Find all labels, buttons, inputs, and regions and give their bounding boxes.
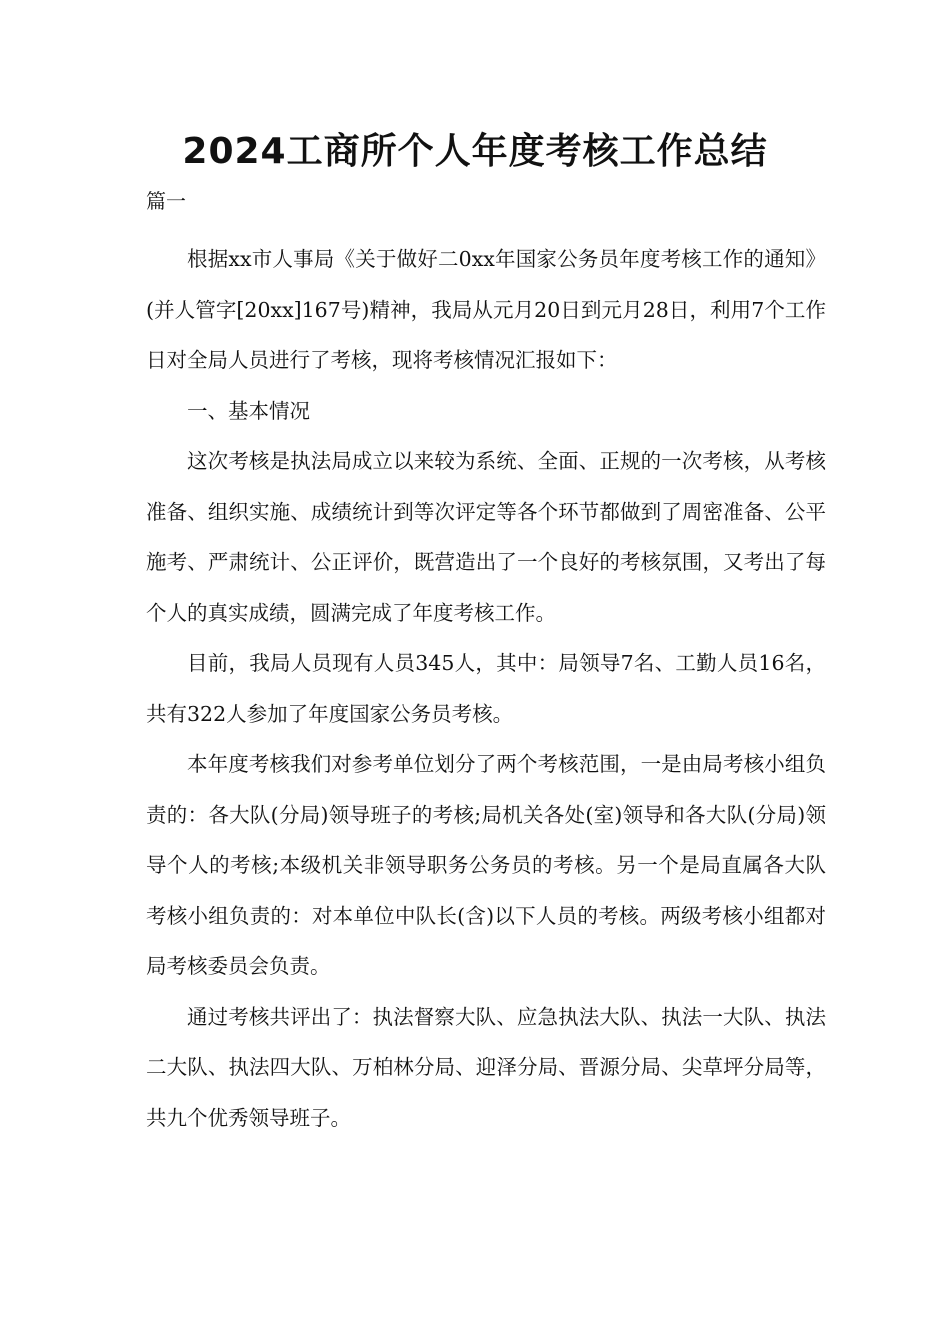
- paragraph-overview: 这次考核是执法局成立以来较为系统、全面、正规的一次考核，从考核准备、组织实施、成绩统计到等次评定等各个环节都做到了周密准备、公平施考、严肃统计、公正评价，既营造出了一个良好的考核氛围，又考出了每个人的真实成绩，圆满完成了年度考核工作。: [146, 449, 826, 625]
- paragraph-results: 通过考核共评出了：执法督察大队、应急执法大队、执法一大队、执法二大队、执法四大队、万柏林分局、迎泽分局、晋源分局、尖草坪分局等，共九个优秀领导班子。: [146, 1004, 826, 1130]
- paragraph-scope: 本年度考核我们对参考单位划分了两个考核范围，一是由局考核小组负责的：各大队(分局)领导班子的考核;局机关各处(室)领导和各大队(分局)领导个人的考核;本级机关非领导职务公务员的考核。另一个是局直属各大队考核小组负责的：对本单位中队长(含)以下人员的考核。两级考核小组都对局考核委员会负责。: [146, 752, 826, 978]
- heading-basic-situation: 一、基本情况: [187, 398, 310, 423]
- section-label: 篇一: [146, 189, 186, 213]
- paragraph-staff-count: 目前，我局人员现有人员345人，其中：局领导7名、工勤人员16名，共有322人参加了年度国家公务员考核。: [146, 651, 826, 726]
- document-title: 2024工商所个人年度考核工作总结: [182, 131, 768, 172]
- document-body: [146, 234, 826, 1143]
- paragraph-intro: 根据xx市人事局《关于做好二0xx年国家公务员年度考核工作的通知》(并人管字[20xx]167号)精神，我局从元月20日到元月28日，利用7个工作日对全局人员进行了考核，现将考核情况汇报如下：: [146, 247, 826, 372]
